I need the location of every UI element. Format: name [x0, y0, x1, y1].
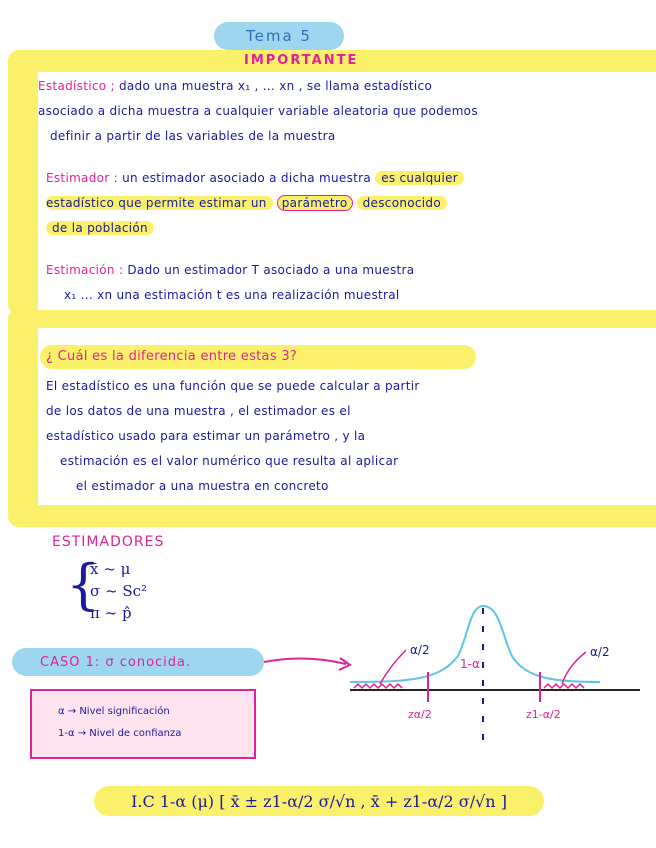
caso-heading: CASO 1: σ conocida.: [12, 648, 264, 676]
estimacion-line-1: Dado un estimador T asociado a una muestra: [127, 263, 415, 277]
answer-line-1: El estadístico es una función que se puede calcular a partir: [46, 379, 420, 393]
highlight-bar-divider: [8, 310, 656, 328]
estimador-line-2b: desconocido: [357, 196, 447, 210]
label-alpha-left: α/2: [410, 643, 430, 657]
term-estadistico: Estadístico ;: [38, 79, 115, 93]
page-title: Tema 5: [214, 22, 344, 50]
estimadores-heading: ESTIMADORES: [52, 534, 165, 550]
label-alpha-right: α/2: [590, 645, 610, 659]
right-tail-shading: [544, 684, 584, 688]
estadistico-line-2: asociado a dicha muestra a cualquier variable aleatoria que podemos: [38, 104, 478, 118]
estimador-line-3: de la población: [46, 221, 154, 235]
answer-line-3: estadístico usado para estimar un parámetro , y la: [46, 429, 366, 443]
arrow-alpha-right: [562, 652, 586, 684]
definition-estimador: [46, 166, 646, 241]
left-tail-shading: [354, 684, 402, 688]
question-text: ¿ Cuál es la diferencia entre estas 3?: [46, 349, 298, 364]
definitions-box: [30, 689, 256, 759]
highlight-bar-left: [8, 50, 38, 315]
brace-icon: {: [66, 553, 101, 616]
estimador-line-2a: estadístico que permite estimar un: [46, 196, 273, 210]
answer-line-5: el estimador a una muestra en concreto: [76, 479, 329, 493]
label-z-right: z1-α/2: [526, 708, 561, 721]
definition-estimacion: [46, 258, 646, 308]
estimacion-line-2: x₁ ... xn una estimación t es una realización muestral: [64, 288, 400, 302]
answer-line-4: estimación es el valor numérico que resulta al aplicar: [60, 454, 399, 468]
estimador-row-2: σ ~ Sc²: [90, 582, 148, 600]
confidence-interval-formula: I.C 1-α (μ) [ x̄ ± z1-α/2 σ/√n , x̄ + z1-α/2 σ/√n ]: [94, 786, 544, 816]
parametro-circled: parámetro: [277, 195, 353, 211]
answer-block: [46, 374, 646, 499]
normal-distribution-graph: [340, 596, 650, 756]
label-confidence: 1-α: [460, 657, 480, 671]
label-z-left: zα/2: [408, 708, 432, 721]
term-estimacion: Estimación :: [46, 263, 124, 277]
term-estimador: Estimador :: [46, 171, 118, 185]
highlight-bar-bottom: [8, 505, 656, 527]
def-confianza: 1-α → Nivel de confianza: [58, 728, 182, 739]
answer-line-2: de los datos de una muestra , el estimador es el: [46, 404, 351, 418]
def-significacion: α → Nivel significación: [58, 706, 170, 717]
highlight-bar-left-2: [8, 318, 38, 523]
section-heading-importante: IMPORTANTE: [244, 53, 359, 68]
estimador-line-1: un estimador asociado a dicha muestra: [122, 171, 372, 185]
estimador-highlight: es cualquier: [375, 171, 464, 185]
definition-estadistico: [38, 74, 638, 149]
estadistico-line-1: dado una muestra x₁ , ... xn , se llama estadístico: [118, 79, 433, 93]
arrow-alpha-left: [380, 650, 406, 684]
estimador-row-1: x̄ ~ μ: [90, 560, 131, 578]
estadistico-line-3: definir a partir de las variables de la muestra: [50, 129, 336, 143]
estimador-row-3: π ~ p̂: [90, 604, 132, 622]
